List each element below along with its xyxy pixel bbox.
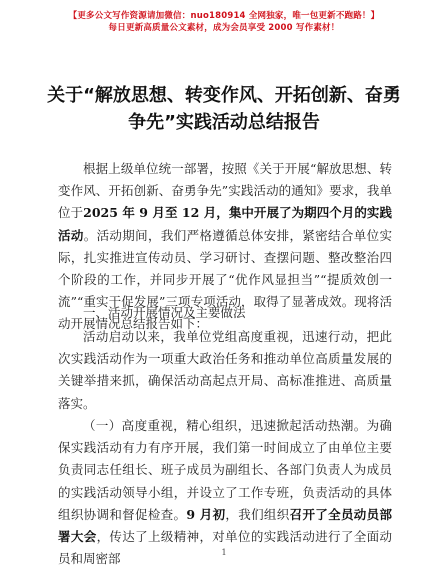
document-title: 关于“解放思想、转变作风、开拓创新、奋勇争先”实践活动总结报告 xyxy=(47,85,401,133)
paragraph-organization-text-b: ，我们组织 xyxy=(225,506,290,522)
paragraph-organization-bold-date: 9 月初 xyxy=(186,506,226,522)
promo-banner-line2: 每日更新高质量公文素材，成为会员享受 2000 写作素材！ xyxy=(108,23,340,33)
promo-banner xyxy=(0,10,448,34)
promo-banner-line1: 【更多公文写作资源请加微信：nuo180914 全网独家，唯一包更新不跑路！】 xyxy=(68,11,380,21)
paragraph-intro-text-a: 根据上级单位统一部署，按照《关于开展“解放思想、转变作风、开拓创新、奋勇争先”实践活动的通知》要求，我单位于 xyxy=(58,161,392,221)
paragraph-intro-bold: 2025 年 9 月至 12 月，集中开展了为期四个月的实践活动 xyxy=(58,205,392,243)
paragraph-organization-text-a: （一）高度重视，精心组织，迅速掀起活动热潮。为确保实践活动有力有序开展，我们第一时间成立了由单位主要负责同志任组长、班子成员为副组长、各部门负责人为成员的实践活动领导小组，并设立了工作专班，负责活动的具体组织协调和督促检查。 xyxy=(58,418,392,522)
paragraph-intro-text-b: 。活动期间，我们严格遵循总体安排，紧密结合单位实际，扎实推进宣传动员、学习研讨、查摆问题、整改整治四个阶段的工作，并同步开展了“优作风显担当”“提质效创一流”“重实干促发展”三项专项活动，取得了显著成效。现将活动开展情况总结报告如下： xyxy=(58,227,392,332)
paragraph-organization-text-c: ，传达了上级精神，对单位的实践活动进行了全面动员和周密部 xyxy=(58,529,392,567)
section-heading: 一、活动开展情况及主要做法 xyxy=(83,305,246,320)
page-number: 1 xyxy=(221,548,227,557)
paragraph-organization-bold-meeting: 召开了全员动员部署大会 xyxy=(58,506,392,545)
paragraph-overview: 活动启动以来，我单位党组高度重视，迅速行动，把此次实践活动作为一项重大政治任务和推动单位高质量发展的关键举措来抓，确保活动高起点开局、高标准推进、高质量落实。 xyxy=(58,329,392,411)
